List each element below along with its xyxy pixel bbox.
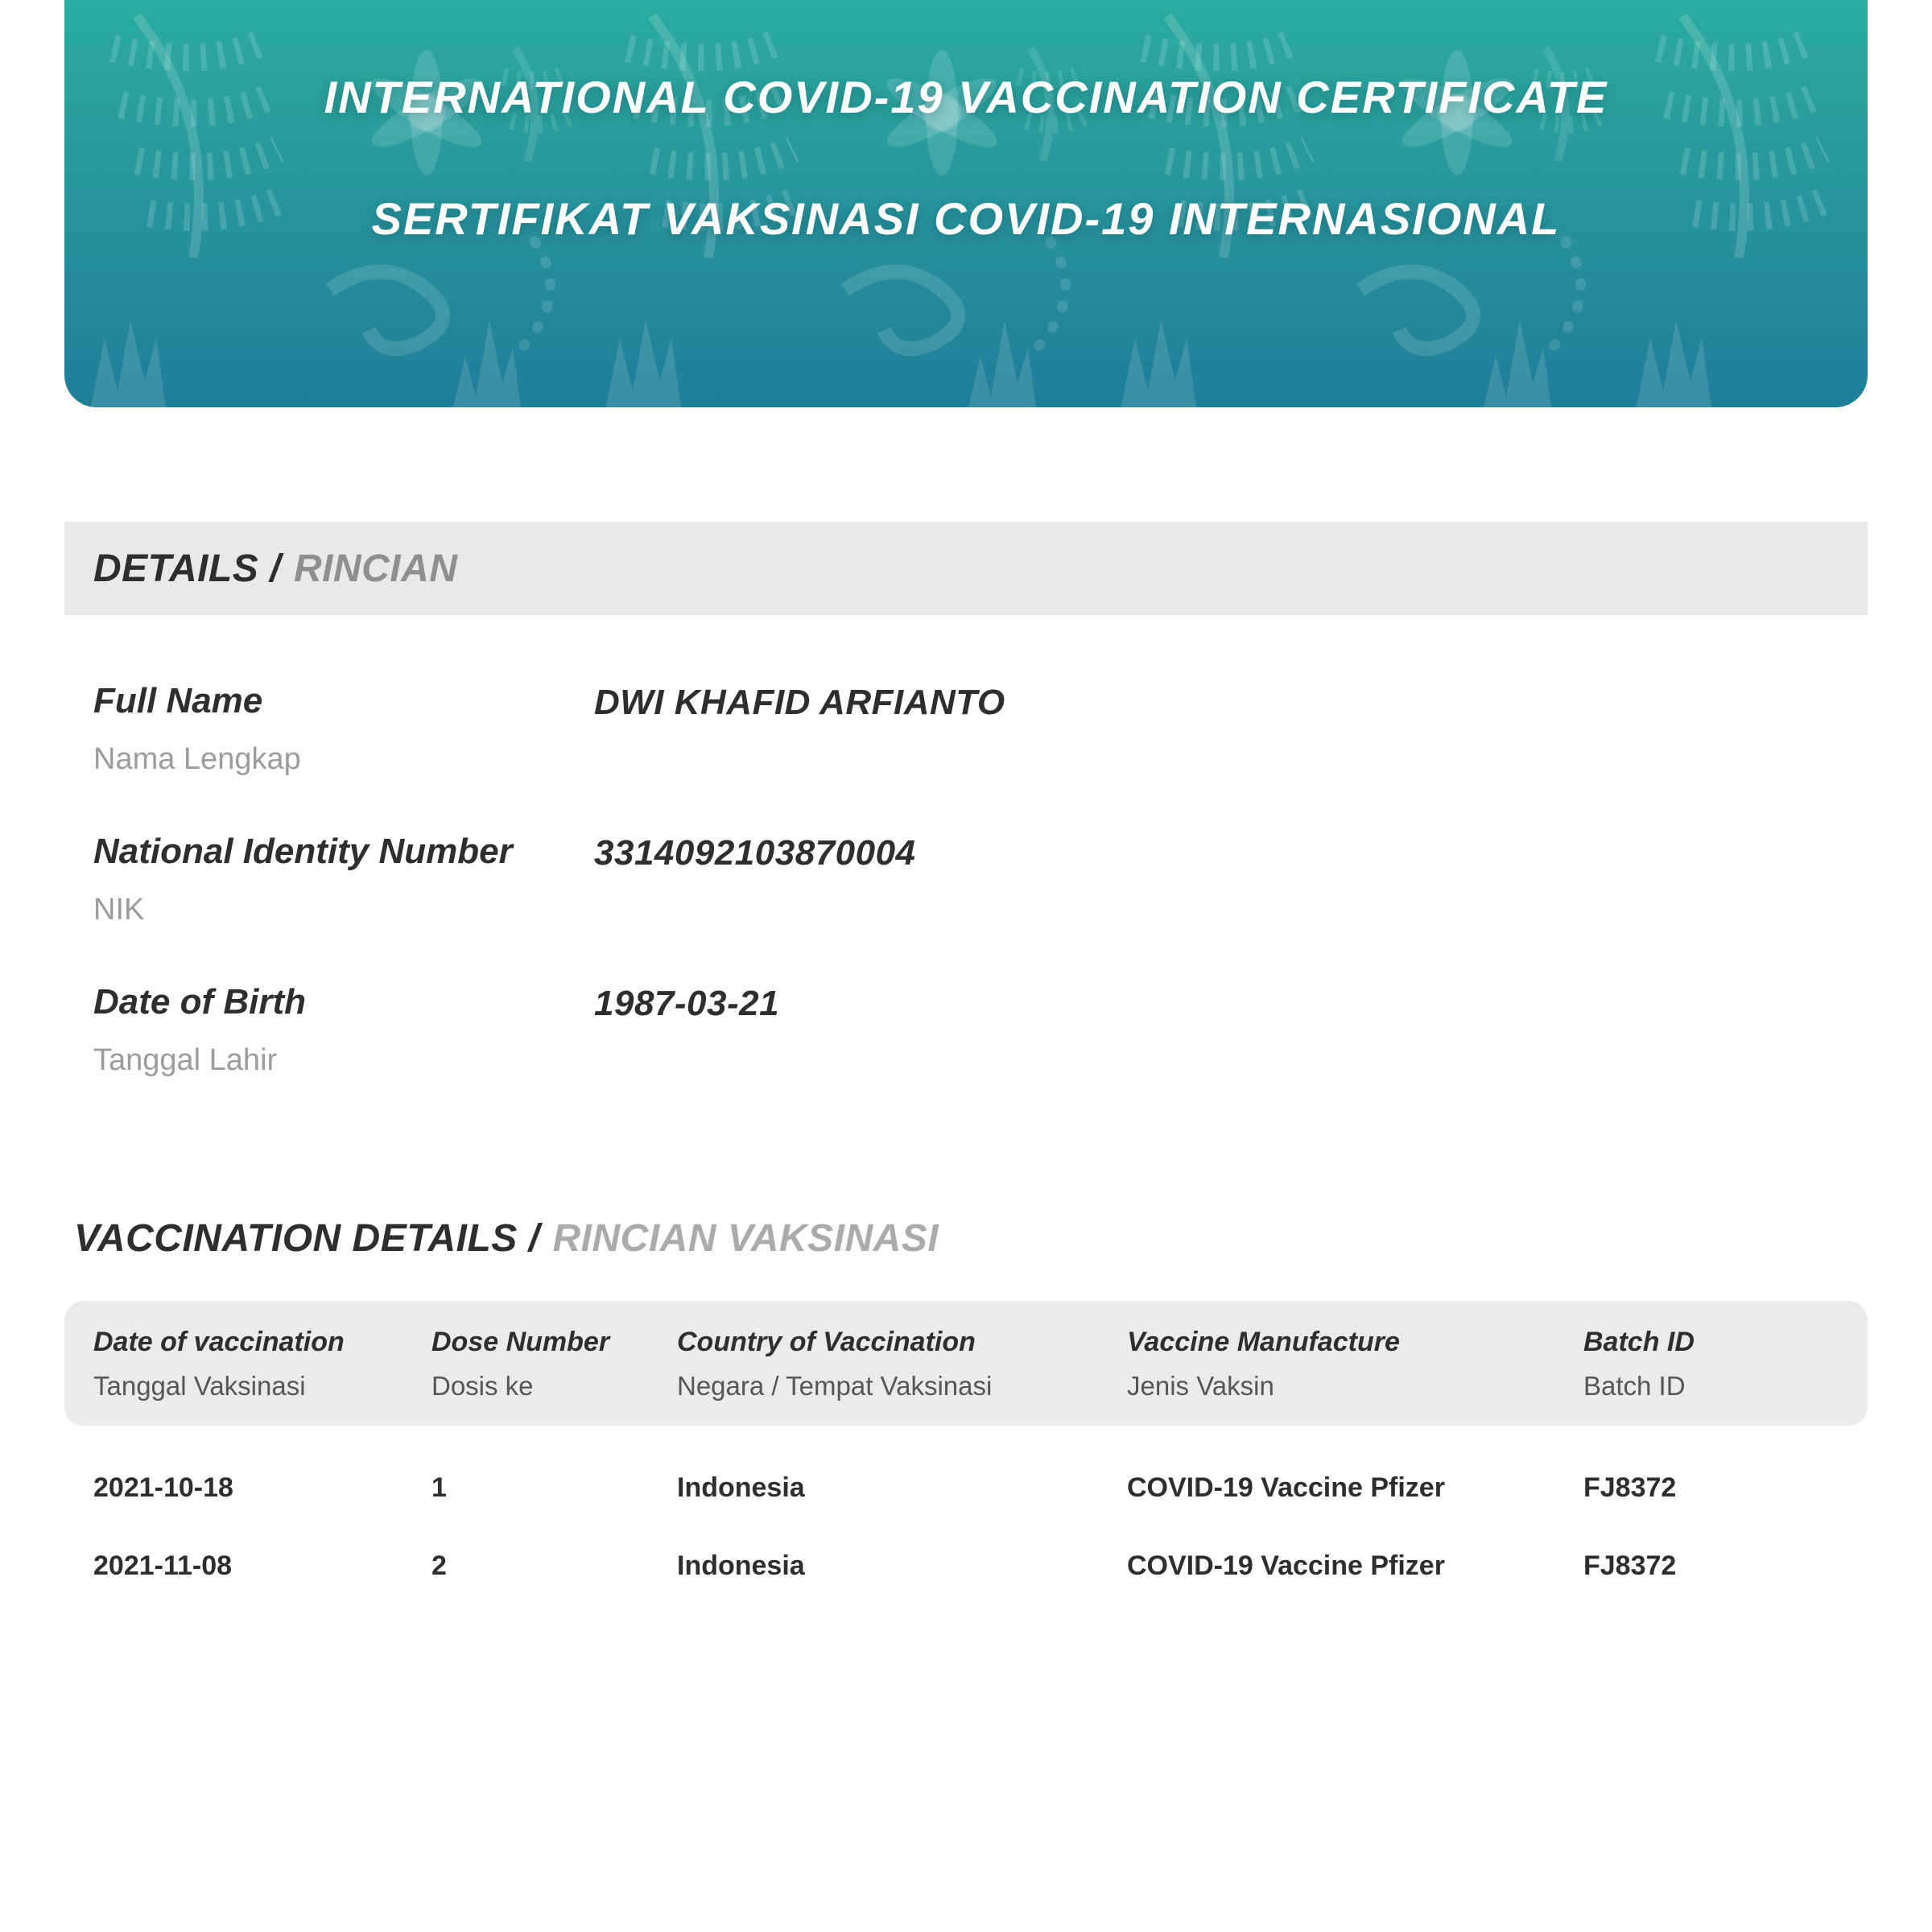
cell-vaccine-manufacture: COVID-19 Vaccine Pfizer: [1127, 1550, 1445, 1581]
full-name-label-indonesian: Nama Lengkap: [93, 742, 301, 776]
vaccination-table-header: [64, 1301, 1868, 1426]
column-header-indonesian: Jenis Vaksin: [1127, 1371, 1274, 1401]
date-of-birth-label-indonesian: Tanggal Lahir: [93, 1043, 278, 1077]
table-row-dose-1: [64, 1472, 1868, 1504]
table-row-dose-2: [64, 1550, 1868, 1582]
field-row-date-of-birth: [93, 982, 1868, 1078]
column-header-english: Batch ID: [1583, 1327, 1695, 1357]
column-header-english: Country of Vaccination: [677, 1327, 976, 1357]
cell-country: Indonesia: [677, 1550, 805, 1581]
cell-country: Indonesia: [677, 1472, 805, 1503]
column-header-indonesian: Batch ID: [1583, 1371, 1686, 1401]
nik-value: 3314092103870004: [594, 833, 916, 873]
details-fields: [64, 681, 1868, 1078]
details-section: [0, 522, 1932, 1078]
column-header-english: Dose Number: [431, 1327, 610, 1357]
column-header-country-of-vaccination: [677, 1327, 1127, 1402]
cell-batch-id: FJ8372: [1583, 1550, 1677, 1581]
date-of-birth-label-english: Date of Birth: [93, 982, 306, 1022]
details-heading-english: DETAILS /: [93, 547, 281, 590]
full-name-label: [93, 681, 594, 777]
column-header-english: Vaccine Manufacture: [1127, 1327, 1400, 1357]
details-heading-indonesian: RINCIAN: [293, 547, 458, 590]
cell-vaccine-manufacture: COVID-19 Vaccine Pfizer: [1127, 1472, 1445, 1503]
cell-dose-number: 2: [431, 1550, 447, 1581]
field-row-full-name: [93, 681, 1868, 777]
nik-label: [93, 832, 594, 927]
nik-label-english: National Identity Number: [93, 832, 513, 871]
column-header-indonesian: Negara / Tempat Vaksinasi: [677, 1371, 993, 1401]
banner-titles: [64, 0, 1868, 407]
cell-date-of-vaccination: 2021-11-08: [93, 1550, 233, 1581]
certificate-banner: [64, 0, 1868, 407]
cell-batch-id: FJ8372: [1583, 1472, 1677, 1503]
nik-label-indonesian: NIK: [93, 893, 145, 927]
column-header-batch-id: [1583, 1327, 1839, 1402]
date-of-birth-label: [93, 982, 594, 1078]
vaccination-details-section: [0, 1216, 1932, 1582]
certificate-title-indonesian: SERTIFIKAT VAKSINASI COVID-19 INTERNASIONAL: [371, 193, 1561, 244]
column-header-indonesian: Dosis ke: [431, 1371, 534, 1401]
vaccination-heading-english: VACCINATION DETAILS /: [74, 1217, 540, 1260]
cell-date-of-vaccination: 2021-10-18: [93, 1472, 233, 1503]
full-name-value: DWI KHAFID ARFIANTO: [594, 683, 1005, 722]
column-header-date-of-vaccination: [93, 1327, 431, 1402]
date-of-birth-value: 1987-03-21: [594, 984, 780, 1023]
cell-dose-number: 1: [431, 1472, 447, 1503]
column-header-dose-number: [431, 1327, 677, 1402]
vaccination-heading-indonesian: RINCIAN VAKSINASI: [552, 1217, 939, 1260]
vaccination-details-heading: [64, 1216, 1868, 1261]
column-header-english: Date of vaccination: [93, 1327, 345, 1357]
certificate-title-english: INTERNATIONAL COVID-19 VACCINATION CERTIFICATE: [324, 72, 1608, 122]
column-header-vaccine-manufacture: [1127, 1327, 1583, 1402]
full-name-label-english: Full Name: [93, 681, 263, 720]
column-header-indonesian: Tanggal Vaksinasi: [93, 1371, 306, 1401]
details-section-header: [64, 522, 1868, 615]
field-row-national-identity-number: [93, 832, 1868, 927]
